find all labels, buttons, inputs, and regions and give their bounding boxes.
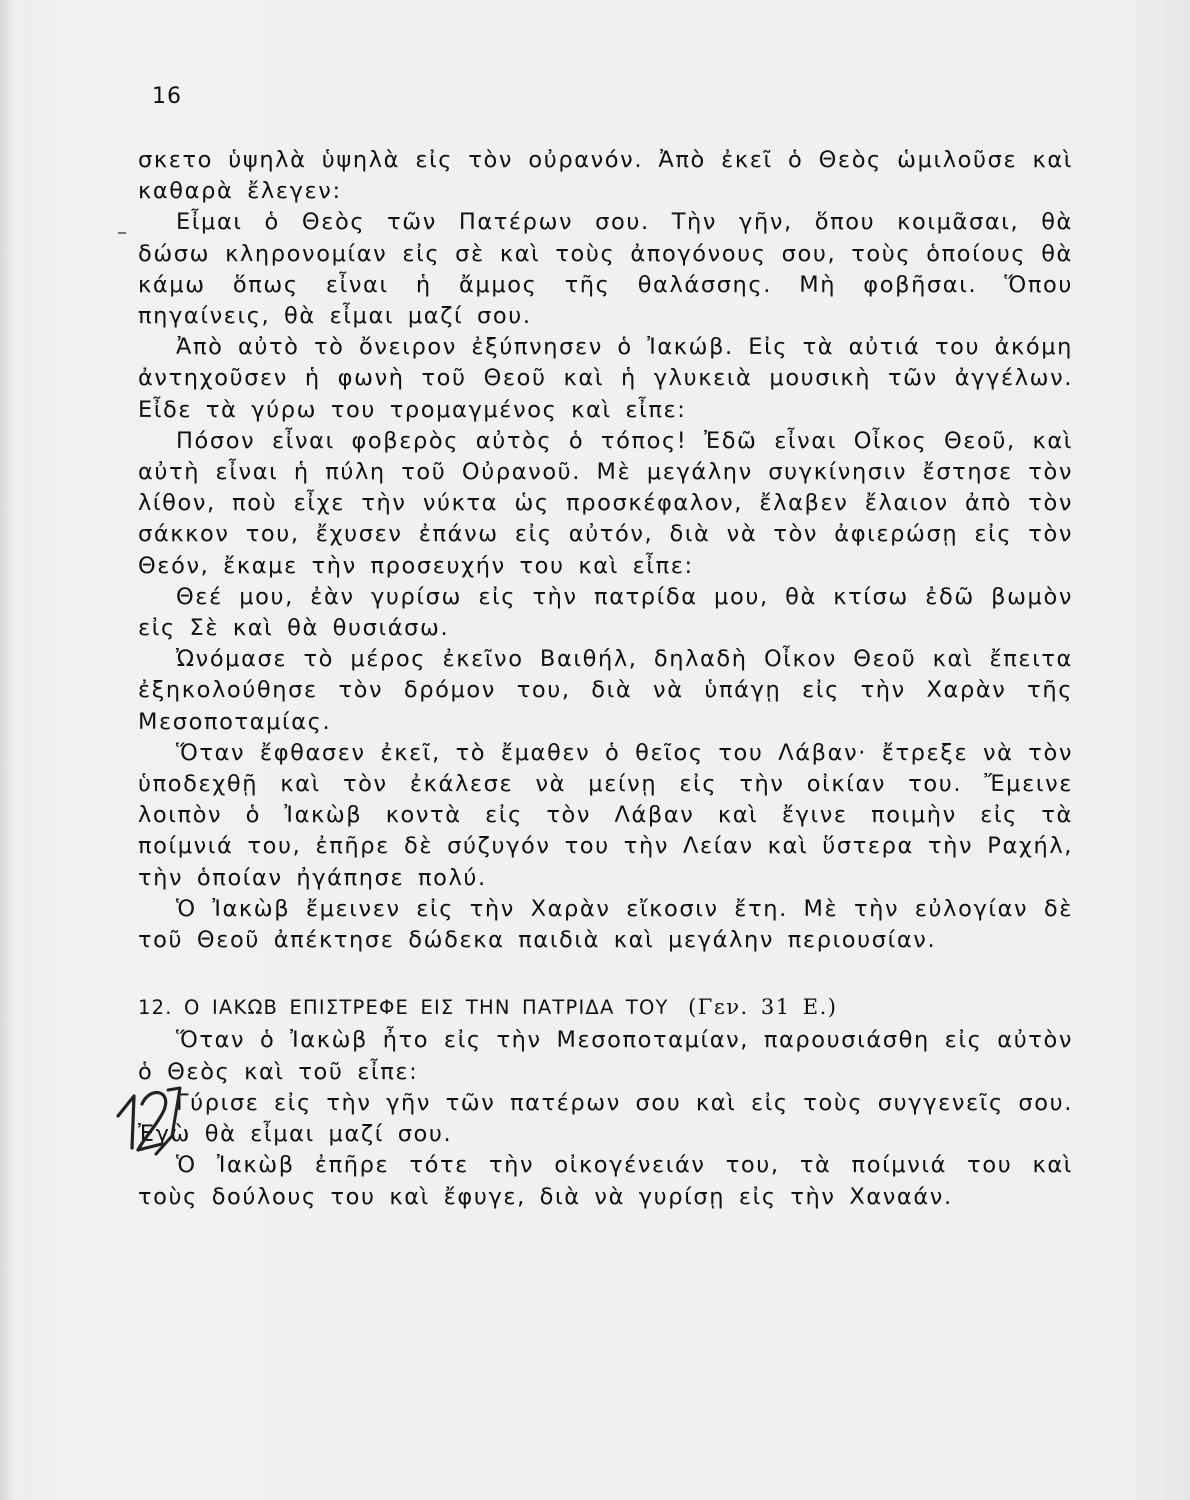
- paragraph: Ἀπὸ αὐτὸ τὸ ὄνειρον ἐξύπνησεν ὁ Ἰακώβ. Εἰς τὰ αὐτιά του ἀκόμη ἀντηχοῦσεν ἡ φωνὴ τοῦ Θεοῦ καὶ ἡ γλυκειὰ μουσικὴ τῶν ἀγγέλων. Εἶδε τὰ γύρω του τρομαγμένος καὶ εἶπε:: [138, 334, 1073, 423]
- paragraph: Εἶμαι ὁ Θεὸς τῶν Πατέρων σου. Τὴν γῆν, ὅπου κοιμᾶσαι, θὰ δώσω κληρονομίαν εἰς σὲ καὶ τοὺς ἀπογόνους σου, τοὺς ὁποίους θὰ κάμω ὅπως εἶναι ἡ ἄμμος τῆς θαλάσσης. Μὴ φοβῆσαι. Ὅπου πηγαίνεις, θὰ εἶμαι μαζί σου.: [138, 209, 1073, 330]
- paragraph: Θεέ μου, ἐὰν γυρίσω εἰς τὴν πατρίδα μου, θὰ κτίσω ἐδῶ βωμὸν εἰς Σὲ καὶ θὰ θυσιάσω.: [138, 583, 1073, 642]
- paragraph: Ὅταν ἔφθασεν ἐκεῖ, τὸ ἔμαθεν ὁ θεῖος του Λάβαν· ἔτρεξε νὰ τὸν ὑποδεχθῇ καὶ τὸν ἐκάλεσε νὰ μείνῃ εἰς τὴν οἰκίαν του. Ἔμεινε λοιπὸν ὁ Ἰακὼβ κοντὰ εἰς τὸν Λάβαν καὶ ἔγινε ποιμὴν εἰς τὰ ποίμνιά του, ἐπῆρε δὲ σύζυγόν του τὴν Λείαν καὶ ὕστερα τὴν Ραχήλ, τὴν ὁποίαν ἠγάπησε πολύ.: [138, 739, 1073, 891]
- section-heading: [138, 992, 1073, 1023]
- page-number: 16: [152, 84, 182, 109]
- paragraph: Ὁ Ἰακὼβ ἐπῆρε τότε τὴν οἰκογένειάν του, τὰ ποίμνιά του καὶ τοὺς δούλους του καὶ ἔφυγε, διὰ νὰ γυρίσῃ εἰς τὴν Χαναάν.: [138, 1152, 1073, 1210]
- paragraph: Πόσον εἶναι φοβερὸς αὐτὸς ὁ τόπος! Ἐδῶ εἶναι Οἶκος Θεοῦ, καὶ αὐτὴ εἶναι ἡ πύλη τοῦ Οὐρανοῦ. Μὲ μεγάλην συγκίνησιν ἔστησε τὸν λίθον, ποὺ εἶχε τὴν νύκτα ὡς προσκέφαλον, ἔλαβεν ἔλαιον ἀπὸ τὸν σάκκον του, ἔχυσεν ἐπάνω εἰς αὐτόν, διὰ νὰ τὸν ἀφιερώσῃ εἰς τὸν Θεόν, ἔκαμε τὴν προσευχήν του καὶ εἶπε:: [138, 427, 1073, 579]
- margin-mark: [118, 232, 126, 234]
- section-number: 12.: [138, 996, 173, 1020]
- paragraph-continuation: σκετο ὑψηλὰ ὑψηλὰ εἰς τὸν οὐρανόν. Ἀπὸ ἐκεῖ ὁ Θεὸς ὡμιλοῦσε καὶ καθαρὰ ἔλεγεν:: [138, 147, 1073, 205]
- paragraph: Γύρισε εἰς τὴν γῆν τῶν πατέρων σου καὶ εἰς τοὺς συγγενεῖς σου. Ἐγὼ θὰ εἶμαι μαζί σου.: [138, 1089, 1073, 1148]
- handwritten-annotation: [112, 1082, 184, 1162]
- section-reference: (Γεν. 31 Ε.): [688, 995, 838, 1020]
- section-title: Ο ΙΑΚΩΒ ΕΠΙΣΤΡΕΦΕ ΕΙΣ ΤΗΝ ΠΑΤΡΙΔΑ ΤΟΥ: [184, 996, 669, 1020]
- paragraph: Ὠνόμασε τὸ μέρος ἐκεῖνο Βαιθήλ, δηλαδὴ Οἶκον Θεοῦ καὶ ἔπειτα ἐξηκολούθησε τὸν δρόμον του, διὰ νὰ ὑπάγῃ εἰς τὴν Χαρὰν τῆς Μεσοποταμίας.: [138, 646, 1073, 735]
- paragraph: Ὅταν ὁ Ἰακὼβ ἦτο εἰς τὴν Μεσοποταμίαν, παρουσιάσθη εἰς αὐτὸν ὁ Θεὸς καὶ τοῦ εἶπε:: [138, 1027, 1073, 1085]
- body-text: [138, 145, 1073, 1213]
- paragraph: Ὁ Ἰακὼβ ἔμεινεν εἰς τὴν Χαρὰν εἴκοσιν ἔτη. Μὲ τὴν εὐλογίαν δὲ τοῦ Θεοῦ ἀπέκτησε δώδεκα παιδιὰ καὶ μεγάλην περιουσίαν.: [138, 895, 1073, 954]
